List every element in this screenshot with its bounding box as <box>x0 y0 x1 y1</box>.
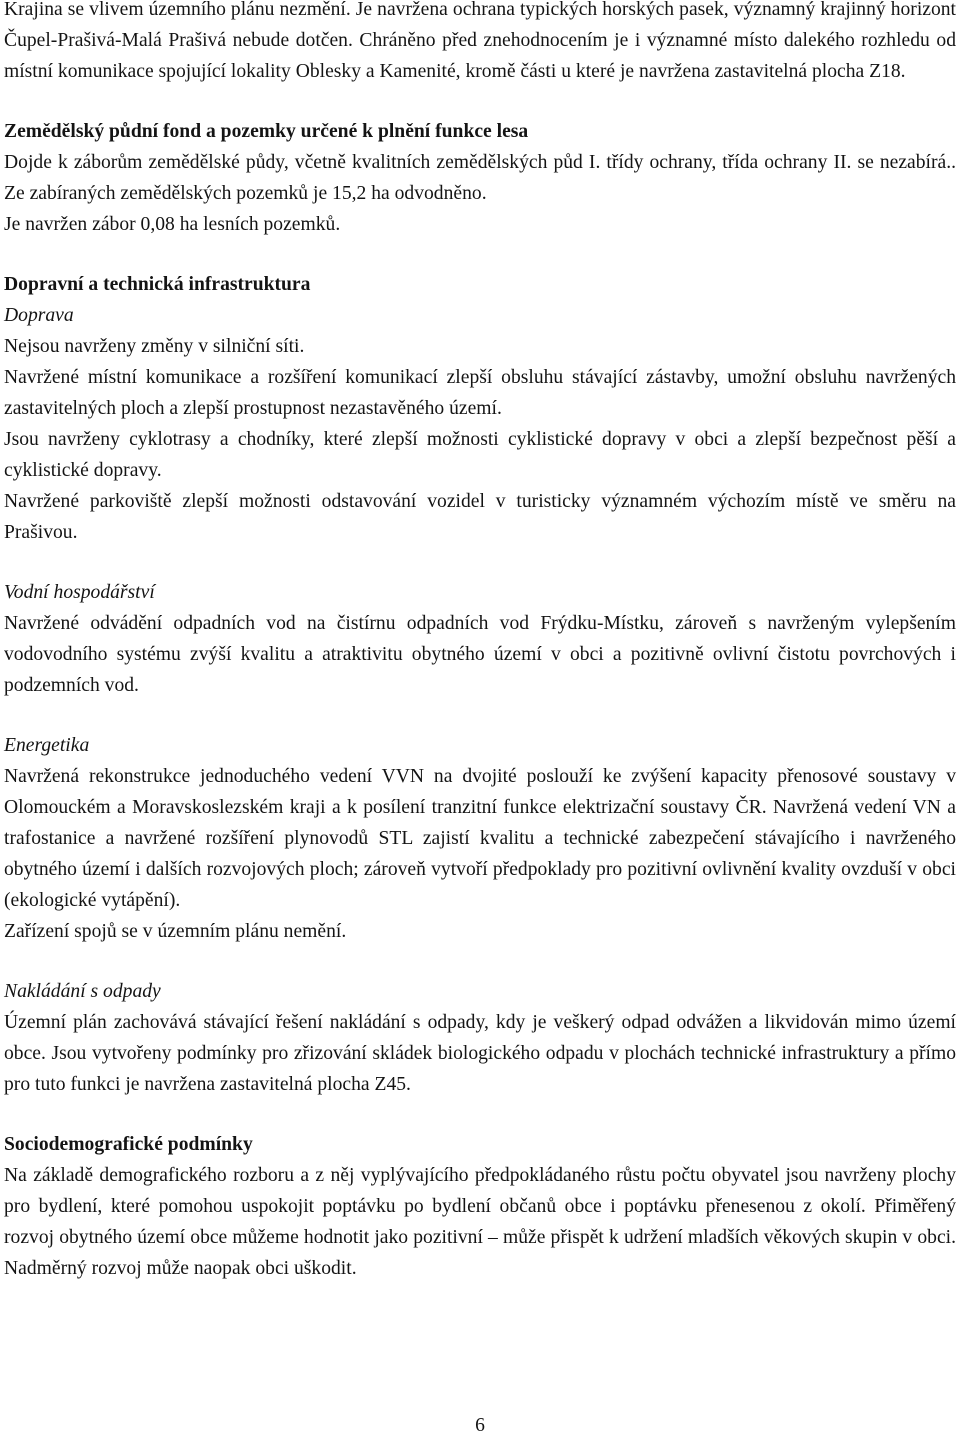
energetika-subheading: Energetika <box>4 735 90 756</box>
zpf-heading: Zemědělský půdní fond a pozemky určené k plnění funkce lesa <box>4 121 529 142</box>
document-page <box>4 0 956 1284</box>
energetika-paragraph-2: Zařízení spojů se v územním plánu nemění. <box>4 921 347 942</box>
page-number: 6 <box>475 1415 485 1436</box>
socio-paragraph-1: Na základě demografického rozboru a z něj vyplývajícího předpokládaného růstu počtu obyvatel jsou navrženy plochy pro bydlení, které pomohou uspokojit poptávku po bydlení občanů obce i poptávku přenesenou z okolí. Přiměřený rozvoj obytného území obce můžeme hodnotit jako pozitivní – může přispět k udržení mladších věkových skupin v obci. Nadměrný rozvoj může naopak obci uškodit. <box>4 1165 956 1279</box>
socio-heading: Sociodemografické podmínky <box>4 1134 253 1155</box>
odpady-subheading: Nakládání s odpady <box>4 981 161 1002</box>
voda-paragraph-1: Navržené odvádění odpadních vod na čistírnu odpadních vod Frýdku-Místku, zároveň s navrženým vylepšením vodovodního systému zvýší kvalitu a atraktivitu obytného území v obci a pozitivně ovlivní čistotu povrchových i podzemních vod. <box>4 613 956 696</box>
zpf-paragraph-1: Dojde k záborům zemědělské půdy, včetně kvalitních zemědělských půd I. třídy ochrany, třída ochrany II. se nezabírá.. Ze zabíraných zemědělských pozemků je 15,2 ha odvodněno. <box>4 152 956 204</box>
doprava-paragraph-1: Nejsou navrženy změny v silniční síti. <box>4 336 305 357</box>
odpady-paragraph-1: Územní plán zachovává stávající řešení nakládání s odpady, kdy je veškerý odpad odvážen a likvidován mimo území obce. Jsou vytvořeny podmínky pro zřizování skládek biologického odpadu v plochách technické infrastruktury a přímo pro tuto funkci je navržena zastavitelná plocha Z45. <box>4 1012 956 1095</box>
energetika-paragraph-1: Navržená rekonstrukce jednoduchého vedení VVN na dvojité poslouží ke zvýšení kapacity přenosové soustavy v Olomouckém a Moravskoslezském kraji a k posílení tranzitní funkce elektrizační soustavy ČR. Navržená vedení VN a trafostanice a navržené rozšíření plynovodů STL zajistí kvalitu a technické zabezpečení stávajícího i navrženého obytného území i dalších rozvojových ploch; zároveň vytvoří předpoklady pro pozitivní ovlivnění kvality ovzduší v obci (ekologické vytápění). <box>4 766 956 911</box>
doprava-paragraph-2: Navržené místní komunikace a rozšíření komunikací zlepší obsluhu stávající zástavby, umožní obsluhu navržených zastavitelných ploch a zlepší prostupnost nezastavěného území. <box>4 367 956 419</box>
doprava-paragraph-4: Navržené parkoviště zlepší možnosti odstavování vozidel v turisticky významném výchozím místě ve směru na Prašivou. <box>4 491 956 543</box>
voda-subheading: Vodní hospodářství <box>4 582 155 603</box>
zpf-paragraph-2: Je navržen zábor 0,08 ha lesních pozemků. <box>4 214 341 235</box>
intro-paragraph: Krajina se vlivem územního plánu nezmění. Je navržena ochrana typických horských pasek, významný krajinný horizont Čupel-Prašivá-Malá Prašivá nebude dotčen. Chráněno před znehodnocením je i významné místo dalekého rozhledu od místní komunikace spojující lokality Oblesky a Kamenité, kromě části u které je navržena zastavitelná plocha Z18. <box>4 0 956 82</box>
infra-heading: Dopravní a technická infrastruktura <box>4 274 311 295</box>
doprava-paragraph-3: Jsou navrženy cyklotrasy a chodníky, které zlepší možnosti cyklistické dopravy v obci a zlepší bezpečnost pěší a cyklistické dopravy. <box>4 429 956 481</box>
doprava-subheading: Doprava <box>4 305 74 326</box>
